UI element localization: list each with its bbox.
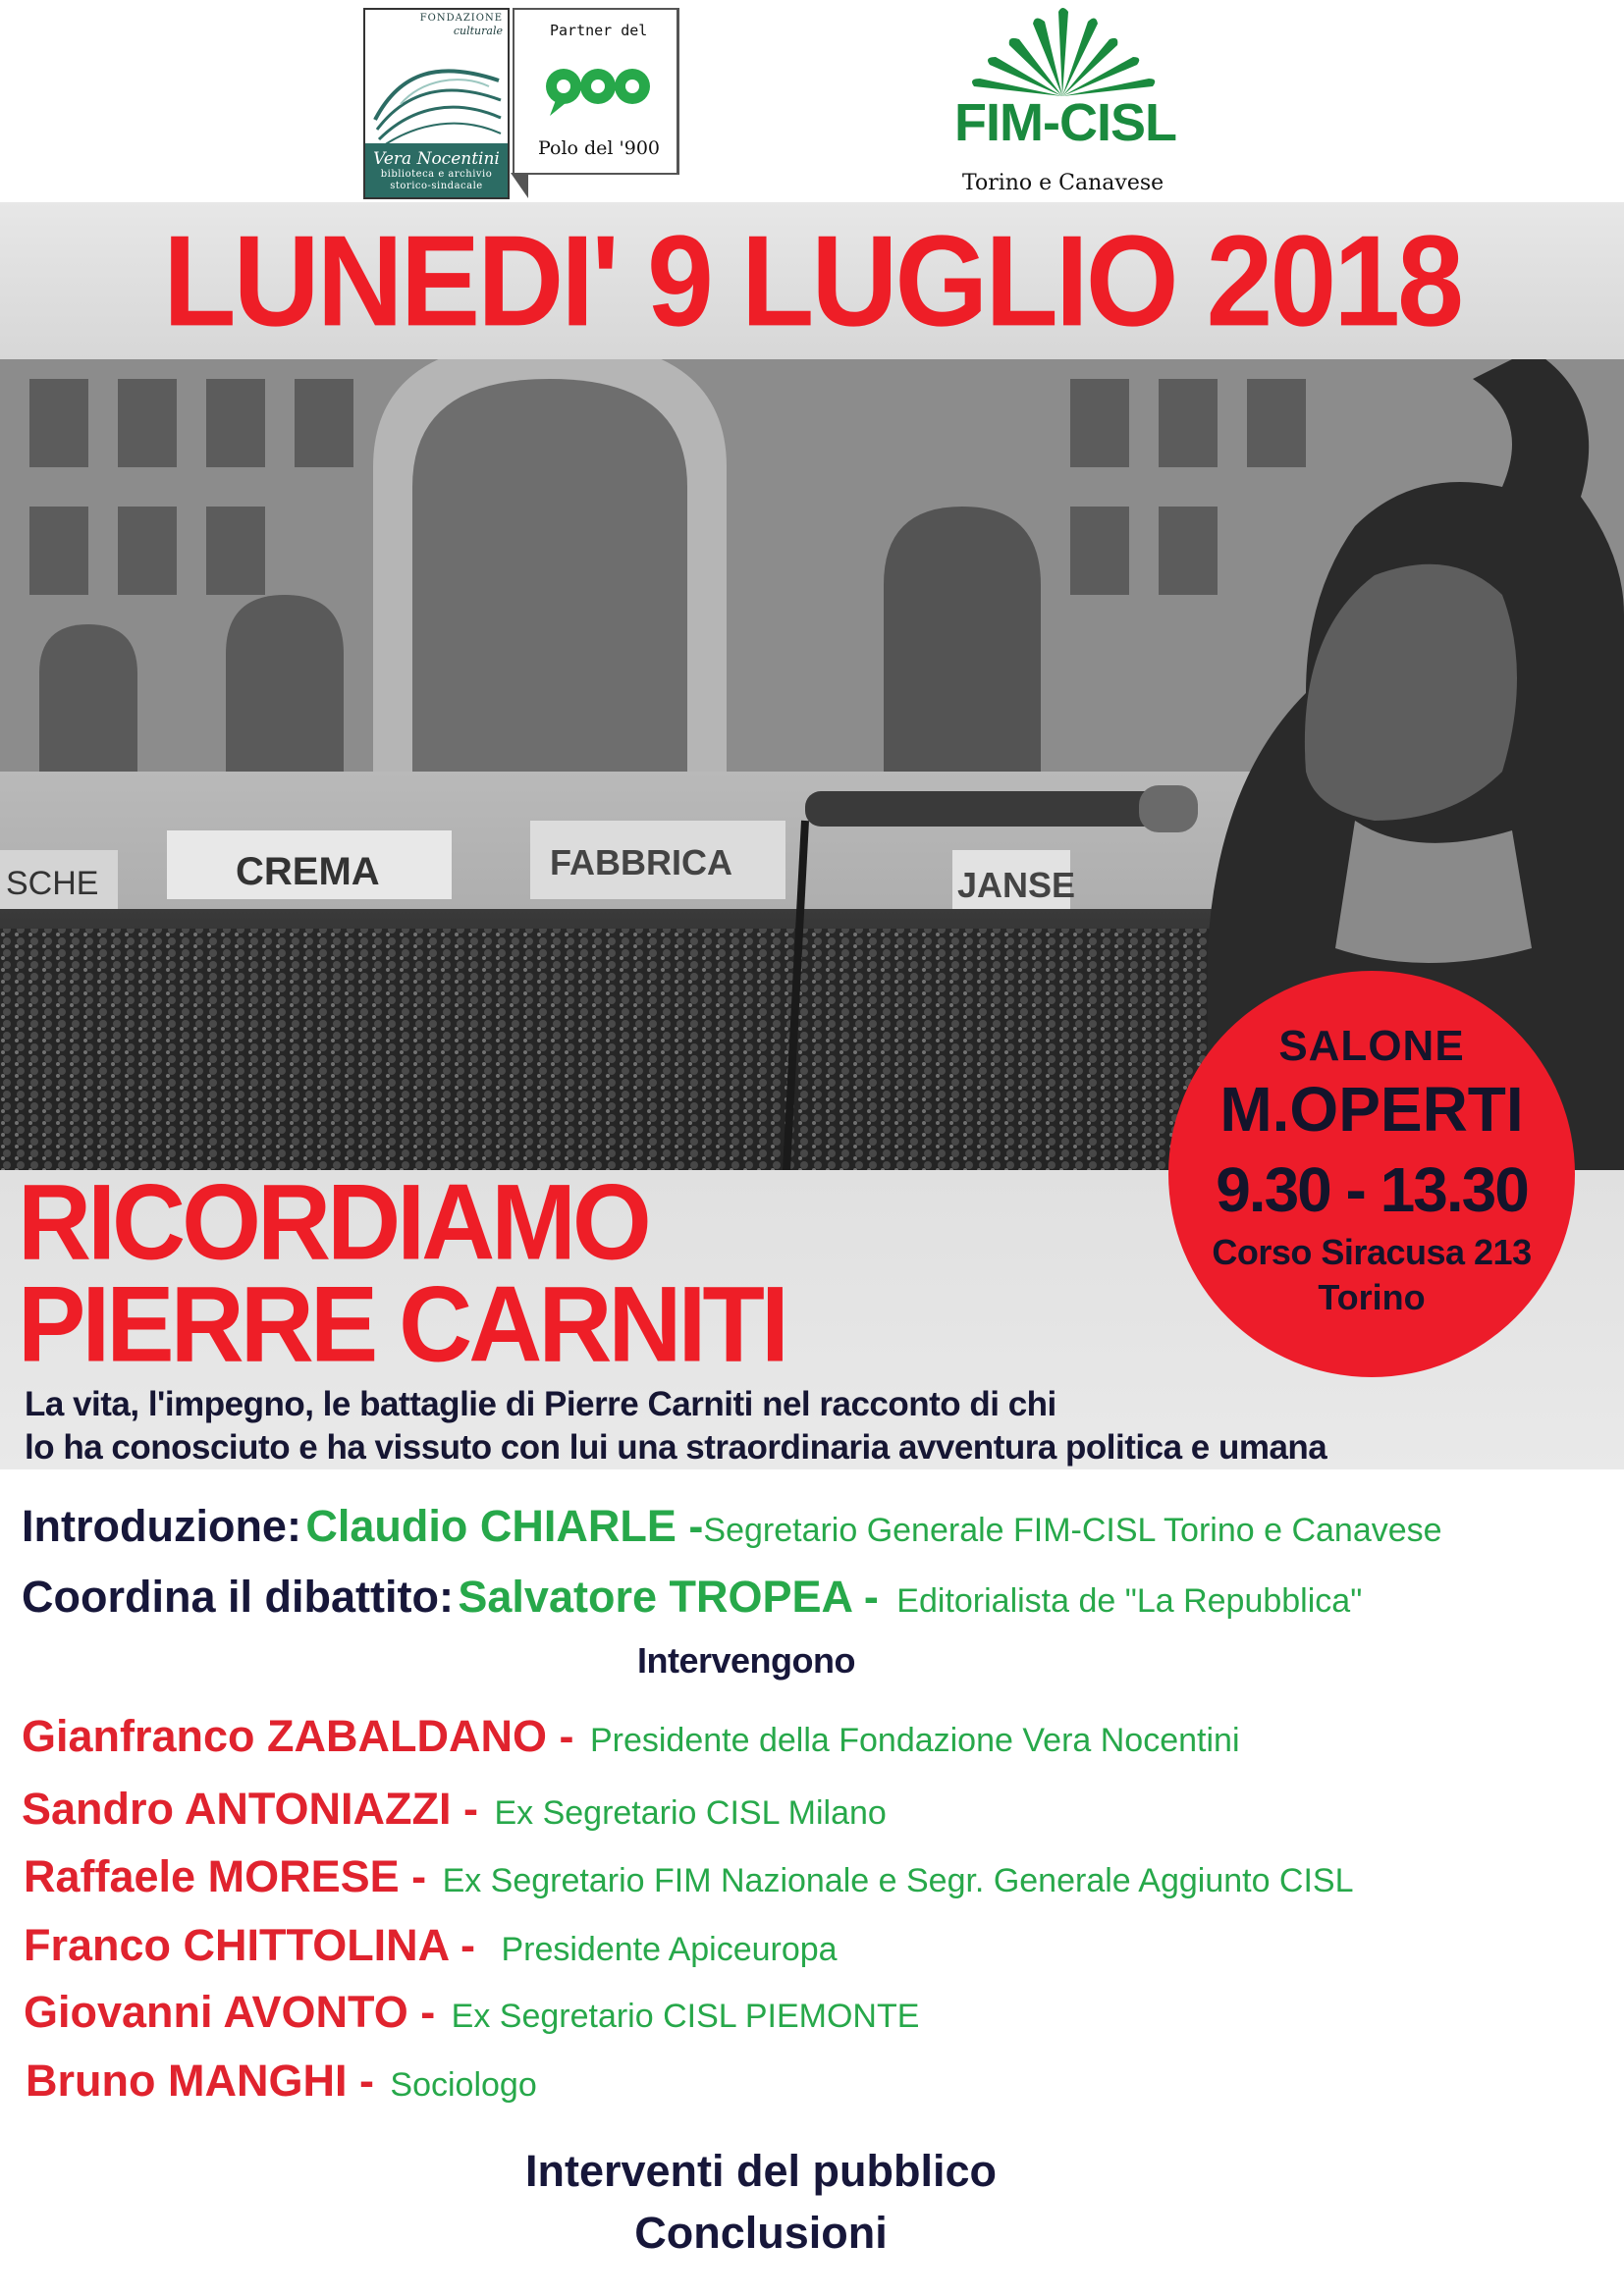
speaker-role: Presidente Apiceuropa (501, 1931, 838, 1968)
speaker-row (24, 1987, 919, 2038)
fondazione-name-band (365, 143, 508, 197)
subtitle-line-1: La vita, l'impegno, le battaglie di Pierre Carniti nel racconto di chi (25, 1385, 1056, 1423)
coordina-role: Editorialista de "La Repubblica" (896, 1582, 1363, 1620)
polo-del-900-logo (513, 8, 679, 175)
venue-line-1: SALONE (1278, 1022, 1465, 1070)
introduzione-label: Introduzione: (22, 1501, 301, 1551)
coordina-line (22, 1572, 1362, 1623)
headline-ricordiamo: RICORDIAMO (18, 1162, 648, 1283)
fim-cisl-logo (943, 6, 1178, 202)
speech-bubbles-icon (544, 57, 652, 124)
fim-cisl-subtitle: Torino e Canavese (962, 171, 1164, 195)
book-pages-icon (371, 51, 506, 149)
fan-leaves-icon (950, 6, 1174, 100)
speaker-name: Franco CHITTOLINA - (24, 1920, 475, 1970)
fondazione-sub2: storico-sindacale (390, 181, 483, 191)
venue-badge (1168, 971, 1575, 1377)
fondazione-sub1: biblioteca e archivio (380, 169, 493, 180)
speaker-name: Gianfranco ZABALDANO - (22, 1711, 574, 1761)
intervengono-label: Intervengono (636, 1640, 855, 1681)
speaker-row (22, 1784, 887, 1835)
coordina-name: Salvatore TROPEA - (458, 1572, 879, 1622)
speaker-name: Sandro ANTONIAZZI - (22, 1784, 478, 1834)
speaker-row (26, 2056, 537, 2107)
fondazione-name: Vera Nocentini (373, 149, 500, 169)
venue-line-2: M.OPERTI (1219, 1074, 1524, 1145)
banner-text-crema: CREMA (236, 850, 380, 893)
fondazione-line1: FONDAZIONE (419, 13, 503, 24)
headline-pierre-carniti: PIERRE CARNITI (18, 1264, 785, 1385)
speaker-role: Presidente della Fondazione Vera Nocentini (589, 1722, 1240, 1759)
venue-time: 9.30 - 13.30 (1216, 1154, 1528, 1225)
speaker-name: Giovanni AVONTO - (24, 1987, 436, 2037)
fondazione-vera-nocentini-logo (363, 8, 510, 199)
polo-bubble-tail (511, 173, 528, 198)
subtitle-line-2: lo ha conosciuto e ha vissuto con lui una straordinaria avventura politica e umana (25, 1428, 1327, 1467)
partner-label: Partner del (550, 22, 648, 39)
venue-address: Corso Siracusa 213 (1212, 1232, 1532, 1272)
fondazione-label (365, 10, 508, 49)
fim-cisl-name: FIM-CISL (954, 93, 1176, 152)
introduzione-name: Claudio CHIARLE - (305, 1501, 704, 1551)
banner-text-fabbrica: FABBRICA (550, 842, 732, 882)
speaker-role: Ex Segretario CISL Milano (494, 1794, 887, 1832)
speaker-name: Bruno MANGHI - (26, 2056, 374, 2106)
conclusioni: Conclusioni (634, 2208, 888, 2258)
introduzione-role: Segretario Generale FIM-CISL Torino e Canavese (703, 1512, 1442, 1549)
coordina-label: Coordina il dibattito: (22, 1572, 454, 1622)
introduzione-line (22, 1501, 1442, 1552)
banner-text-janse: JANSE (957, 865, 1076, 905)
interventi-pubblico: Interventi del pubblico (524, 2146, 998, 2196)
venue-city: Torino (1318, 1277, 1426, 1317)
speaker-row (22, 1711, 1240, 1762)
speaker-row (24, 1920, 838, 1971)
banner-text-sche: SCHE (6, 865, 99, 902)
polo-name: Polo del '900 (538, 137, 661, 159)
speaker-name: Raffaele MORESE - (24, 1851, 427, 1901)
speaker-role: Ex Segretario CISL PIEMONTE (451, 1998, 920, 2035)
speaker-role: Sociologo (390, 2066, 537, 2104)
fondazione-line2: culturale (453, 25, 503, 37)
speaker-role: Ex Segretario FIM Nazionale e Segr. Generale Aggiunto CISL (442, 1862, 1354, 1899)
event-date-title: LUNEDI' 9 LUGLIO 2018 (163, 208, 1461, 353)
speaker-row (24, 1851, 1354, 1902)
